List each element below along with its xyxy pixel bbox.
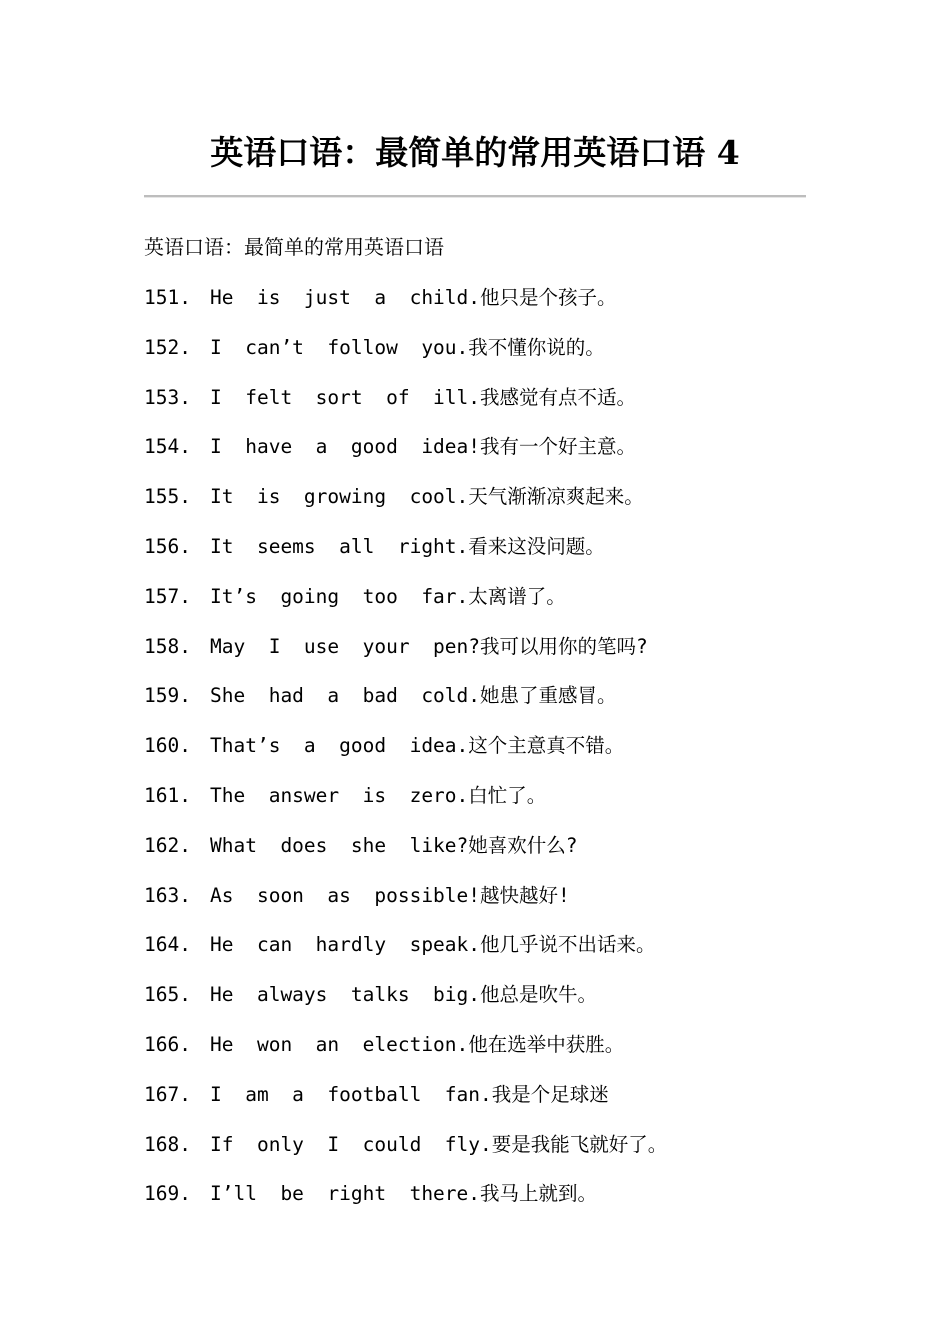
item-text: He always talks big.他总是吹牛。	[210, 983, 598, 1007]
item-number: 158.	[144, 634, 191, 658]
item-text: I’ll be right there.我马上就到。	[210, 1182, 598, 1206]
item-text: It is growing cool.天气渐渐凉爽起来。	[210, 485, 644, 509]
item-number: 161.	[144, 783, 191, 807]
item-number: 169.	[144, 1182, 191, 1206]
section-subtitle: 英语口语：最简单的常用英语口语	[144, 235, 444, 259]
page-title: 英语口语：最简单的常用英语口语 4	[210, 133, 740, 172]
list-item	[144, 630, 844, 680]
item-text: I am a football fan.我是个足球迷	[210, 1082, 609, 1106]
list-item	[144, 779, 844, 829]
list-item	[144, 480, 844, 530]
list-item	[144, 331, 844, 381]
item-number: 157.	[144, 584, 191, 608]
item-number: 164.	[144, 933, 191, 957]
item-text: He won an election.他在选举中获胜。	[210, 1032, 625, 1056]
list-item	[144, 1128, 844, 1178]
list-item	[144, 281, 844, 331]
list-item	[144, 928, 844, 978]
list-item	[144, 1078, 844, 1128]
item-text: What does she like?她喜欢什么?	[210, 833, 578, 857]
item-text: The answer is zero.白忙了。	[210, 783, 547, 807]
list-item	[144, 430, 844, 480]
item-text: May I use your pen?我可以用你的笔吗?	[210, 634, 648, 658]
list-item	[144, 1177, 844, 1227]
item-number: 165.	[144, 983, 191, 1007]
item-text: It seems all right.看来这没问题。	[210, 534, 605, 558]
item-text: I can’t follow you.我不懂你说的。	[210, 335, 605, 359]
item-text: I felt sort of ill.我感觉有点不适。	[210, 385, 637, 409]
item-text: He can hardly speak.他几乎说不出话来。	[210, 933, 656, 957]
item-number: 155.	[144, 485, 191, 509]
list-item	[144, 729, 844, 779]
item-number: 167.	[144, 1082, 191, 1106]
item-number: 153.	[144, 385, 191, 409]
item-number: 168.	[144, 1132, 191, 1156]
item-text: It’s going too far.太离谱了。	[210, 584, 566, 608]
item-text: If only I could fly.要是我能飞就好了。	[210, 1132, 668, 1156]
list-item	[144, 1028, 844, 1078]
item-number: 156.	[144, 534, 191, 558]
item-text: He is just a child.他只是个孩子。	[210, 286, 617, 309]
item-number: 160.	[144, 734, 191, 758]
item-number: 163.	[144, 883, 191, 907]
item-number: 159.	[144, 684, 191, 708]
item-text: She had a bad cold.她患了重感冒。	[210, 684, 617, 708]
item-number: 151.	[144, 286, 191, 309]
item-number: 166.	[144, 1032, 191, 1056]
list-item	[144, 530, 844, 580]
item-number: 154.	[144, 435, 191, 459]
item-text: That’s a good idea.这个主意真不错。	[210, 734, 625, 758]
list-item	[144, 580, 844, 630]
item-number: 152.	[144, 335, 191, 359]
list-item	[144, 978, 844, 1028]
list-item	[144, 679, 844, 729]
title-divider	[144, 195, 806, 198]
item-text: I have a good idea!我有一个好主意。	[210, 435, 637, 459]
list-item	[144, 879, 844, 929]
list-item	[144, 829, 844, 879]
item-text: As soon as possible!越快越好!	[210, 883, 570, 907]
item-number: 162.	[144, 833, 191, 857]
list-item	[144, 381, 844, 431]
phrase-list	[144, 281, 844, 1227]
